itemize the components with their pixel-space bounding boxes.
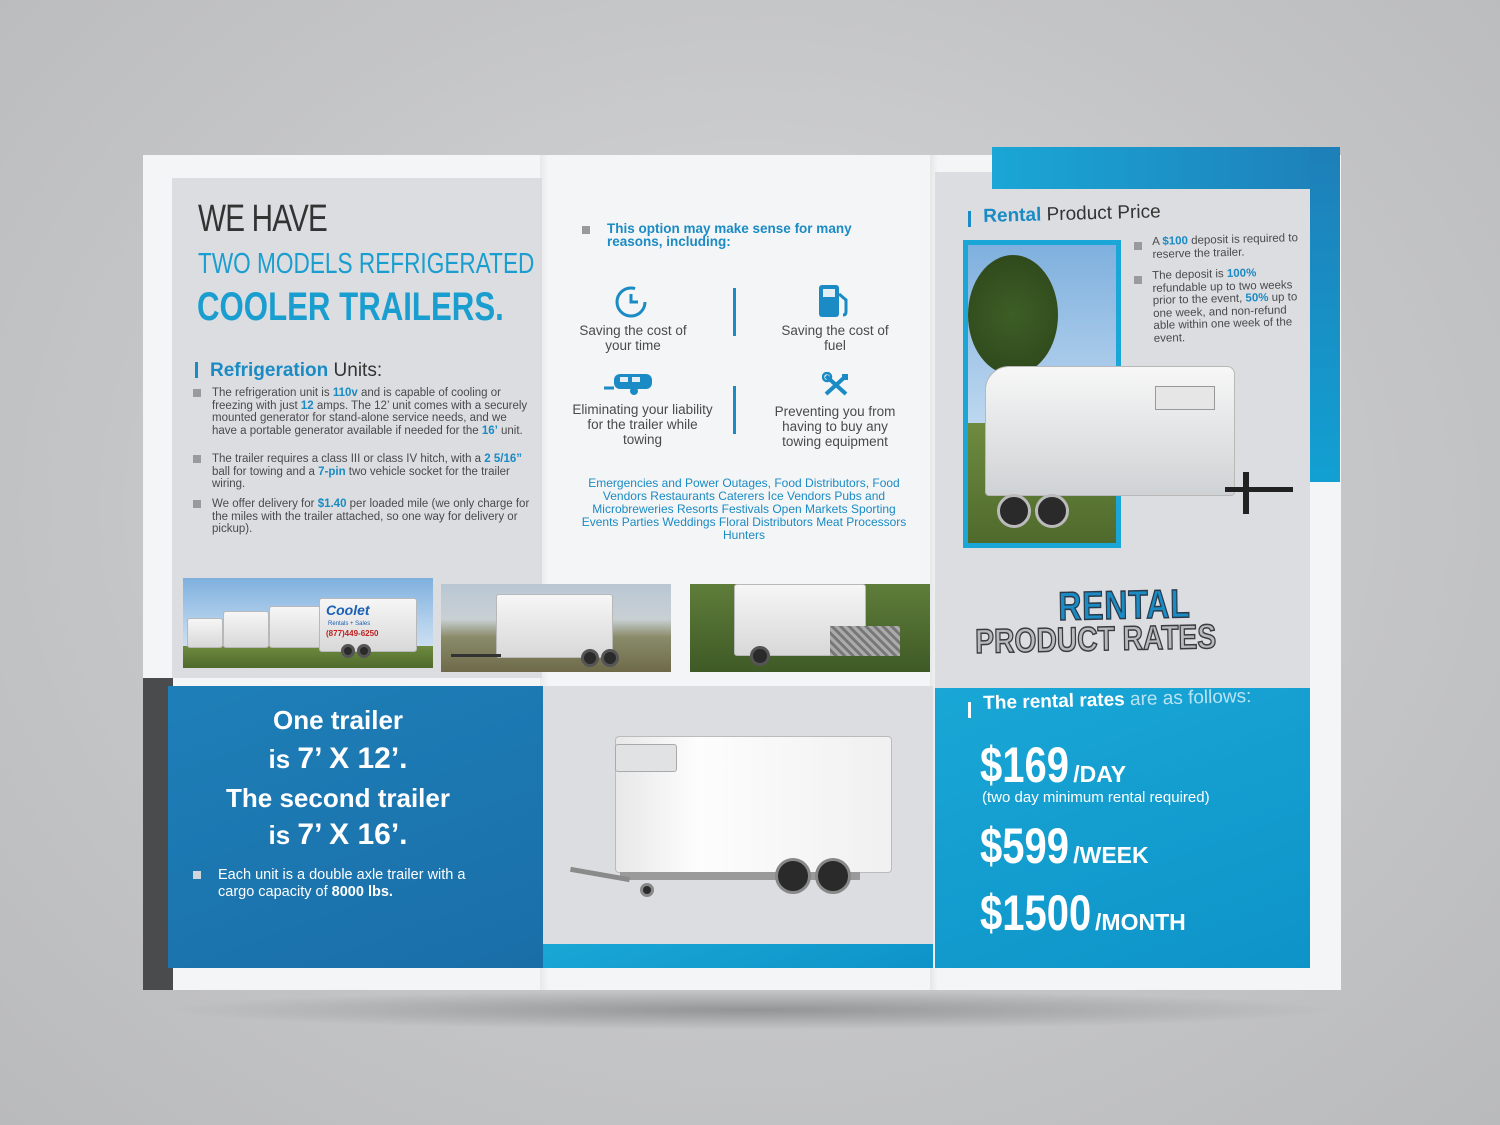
price-bar: [968, 211, 971, 227]
fridge-unit: [1155, 386, 1215, 410]
text: The refrigeration unit is: [212, 387, 333, 399]
headline-line2: TWO MODELS REFRIGERATED: [198, 248, 535, 280]
text: two vehicle socket for the trailer wiring.: [212, 465, 510, 490]
wheel: [775, 858, 811, 894]
photo-trailer-rear: [690, 584, 930, 672]
month-unit: /MONTH: [1095, 909, 1186, 935]
text: We offer delivery for: [212, 498, 318, 510]
headline-line1: WE HAVE: [198, 198, 328, 240]
text: ball for towing and a: [212, 465, 319, 478]
day-unit: /DAY: [1073, 761, 1127, 787]
trailer-product-image: [570, 720, 910, 910]
wheel: [601, 649, 619, 667]
week-unit: /WEEK: [1073, 842, 1149, 868]
benefit-divider: [733, 386, 736, 434]
text: is: [268, 744, 298, 774]
rates-logo-line2: PRODUCT RATES: [975, 617, 1217, 661]
bullet-square: [1134, 276, 1142, 284]
text: deposit is required to reserve the trailer.: [1152, 232, 1299, 261]
month-price: $1500: [980, 885, 1092, 941]
text: A: [1152, 235, 1163, 248]
text: The trailer requires a class III or class IV hitch, with a: [212, 453, 485, 465]
text: refundable up to two weeks prior to the event,: [1152, 278, 1293, 307]
reasons-intro: This option may make sense for many reasons, including:: [607, 221, 852, 249]
size-line2: [168, 742, 508, 776]
trailer-shape: [223, 611, 269, 648]
wheel: [815, 858, 851, 894]
refrigeration-bullet-1: [212, 387, 530, 437]
tongue: [451, 654, 501, 657]
voltage-value: 110v: [332, 387, 358, 399]
price-title-strong: Rental: [983, 204, 1042, 227]
refrigeration-bar: [195, 362, 198, 378]
sign-tag: Rentals + Sales: [328, 621, 371, 627]
week-price: $599: [980, 818, 1069, 874]
refrigeration-bullet-2: [212, 453, 530, 491]
photo-trailer-overlay: [985, 362, 1295, 547]
trailer-shape: [496, 594, 613, 658]
size-12-value: 7’ X 12’.: [297, 742, 408, 775]
sign-brand: Coolet: [326, 602, 370, 618]
bullet-square: [193, 455, 201, 463]
use-cases-list: Emergencies and Power Outages, Food Distributors, Food Vendors Restaurants Caterers Ice Vendors Pubs and Microbreweries Resorts Festivals Open Markets Sporting Events Parties Weddings Floral Distributors Meat Processors Hunters: [581, 476, 907, 542]
refrigeration-title-rest: Units:: [328, 360, 383, 381]
clock-icon: [613, 284, 649, 320]
tools-icon: [822, 372, 850, 398]
ramp-grate: [830, 626, 900, 656]
half-refund-value: 50%: [1245, 291, 1269, 305]
jockey-wheel: [640, 883, 654, 897]
size-line1: One trailer: [272, 705, 404, 735]
trailer-jack: [1243, 472, 1249, 514]
size-line3: The second trailer: [226, 783, 450, 813]
amps-value: 12: [300, 399, 314, 412]
price-title: [983, 201, 1161, 228]
tree: [968, 255, 1058, 375]
delivery-rate-value: $1.40: [317, 498, 347, 510]
panel2-bottom-strip: [543, 944, 933, 968]
rates-logo-line1: RENTAL: [1058, 582, 1191, 629]
trailer-shape: [269, 606, 321, 648]
headline-line3: COOLER TRAILERS.: [197, 285, 504, 329]
rates-bar: [968, 702, 971, 718]
text: Each unit is a double axle trailer with a cargo capacity of: [218, 867, 466, 900]
bullet-square: [193, 389, 201, 397]
axle-text: [218, 867, 468, 900]
benefit-liability: Eliminating your liability for the trailer while towing: [572, 402, 713, 447]
size-16-value: 7’ X 16’.: [297, 818, 408, 851]
rates-title-strong: The rental rates: [983, 689, 1126, 714]
deposit-amount: $100: [1162, 235, 1189, 248]
ball-size-value: 2 5/16”: [484, 453, 523, 465]
benefit-equipment: Preventing you from having to buy any towing equipment: [774, 404, 896, 449]
text: amps. The 12’ unit comes with a securely mounted generator for stand-alone service needs, and we have a portable generator available if needed for the: [212, 399, 528, 437]
wheel: [341, 644, 355, 658]
refrigeration-bullet-3: [212, 498, 530, 536]
full-refund-value: 100%: [1226, 267, 1257, 281]
unit-size-value: 16’: [481, 424, 498, 437]
benefit-fuel: Saving the cost of fuel: [781, 323, 889, 353]
text: up to one week, and non-refund able within one week of the event.: [1152, 291, 1298, 345]
day-price: $169: [980, 737, 1069, 793]
pin-value: 7-pin: [318, 465, 346, 478]
trailer-shape: [187, 618, 223, 648]
refrigeration-title-strong: Refrigeration: [210, 360, 329, 381]
fuel-pump-icon: [816, 282, 852, 320]
text: and is capable of cooling or freezing with just: [212, 387, 501, 412]
rate-week: [980, 817, 1149, 875]
rate-day: [980, 736, 1126, 794]
text: is: [268, 820, 298, 850]
bullet-square: [582, 226, 590, 234]
rate-day-note: (two day minimum rental required): [982, 789, 1210, 806]
text: unit.: [497, 424, 523, 437]
bullet-square: [1134, 242, 1142, 250]
rates-title-rest: are as follows:: [1124, 685, 1252, 711]
trailer-tongue: [1225, 487, 1293, 492]
benefit-divider: [733, 288, 736, 336]
brochure-shadow: [160, 990, 1340, 1030]
photo-trailer-field: [441, 584, 671, 672]
wheel: [1035, 494, 1069, 528]
bullet-square: [193, 500, 201, 508]
sign-phone: (877)449-6250: [326, 629, 379, 638]
deposit-bullet-2: [1152, 266, 1309, 345]
text: per loaded mile (we only charge for the miles with the trailer attached, so one way for delivery or pickup).: [212, 498, 530, 535]
capacity-value: 8000 lbs.: [331, 883, 393, 900]
trailer-icon: [604, 372, 656, 396]
panel3-top-accent: [992, 147, 1340, 189]
trailer-shape: [319, 598, 417, 652]
wheel: [581, 649, 599, 667]
trailer-fridge-unit: [615, 744, 677, 772]
photo-trailer-lineup: [183, 578, 433, 668]
panel3-side-accent: [1310, 147, 1340, 482]
text: The deposit is: [1152, 268, 1228, 282]
refrigeration-title: [210, 360, 382, 382]
price-title-rest: Product Price: [1041, 201, 1161, 226]
deposit-bullet-1: [1152, 232, 1308, 261]
bullet-square: [193, 871, 201, 879]
wheel: [997, 494, 1031, 528]
wheel: [750, 646, 770, 666]
wheel: [357, 644, 371, 658]
rate-month: [980, 884, 1186, 942]
size-line4: [168, 818, 508, 852]
benefit-time: Saving the cost of your time: [579, 323, 687, 353]
